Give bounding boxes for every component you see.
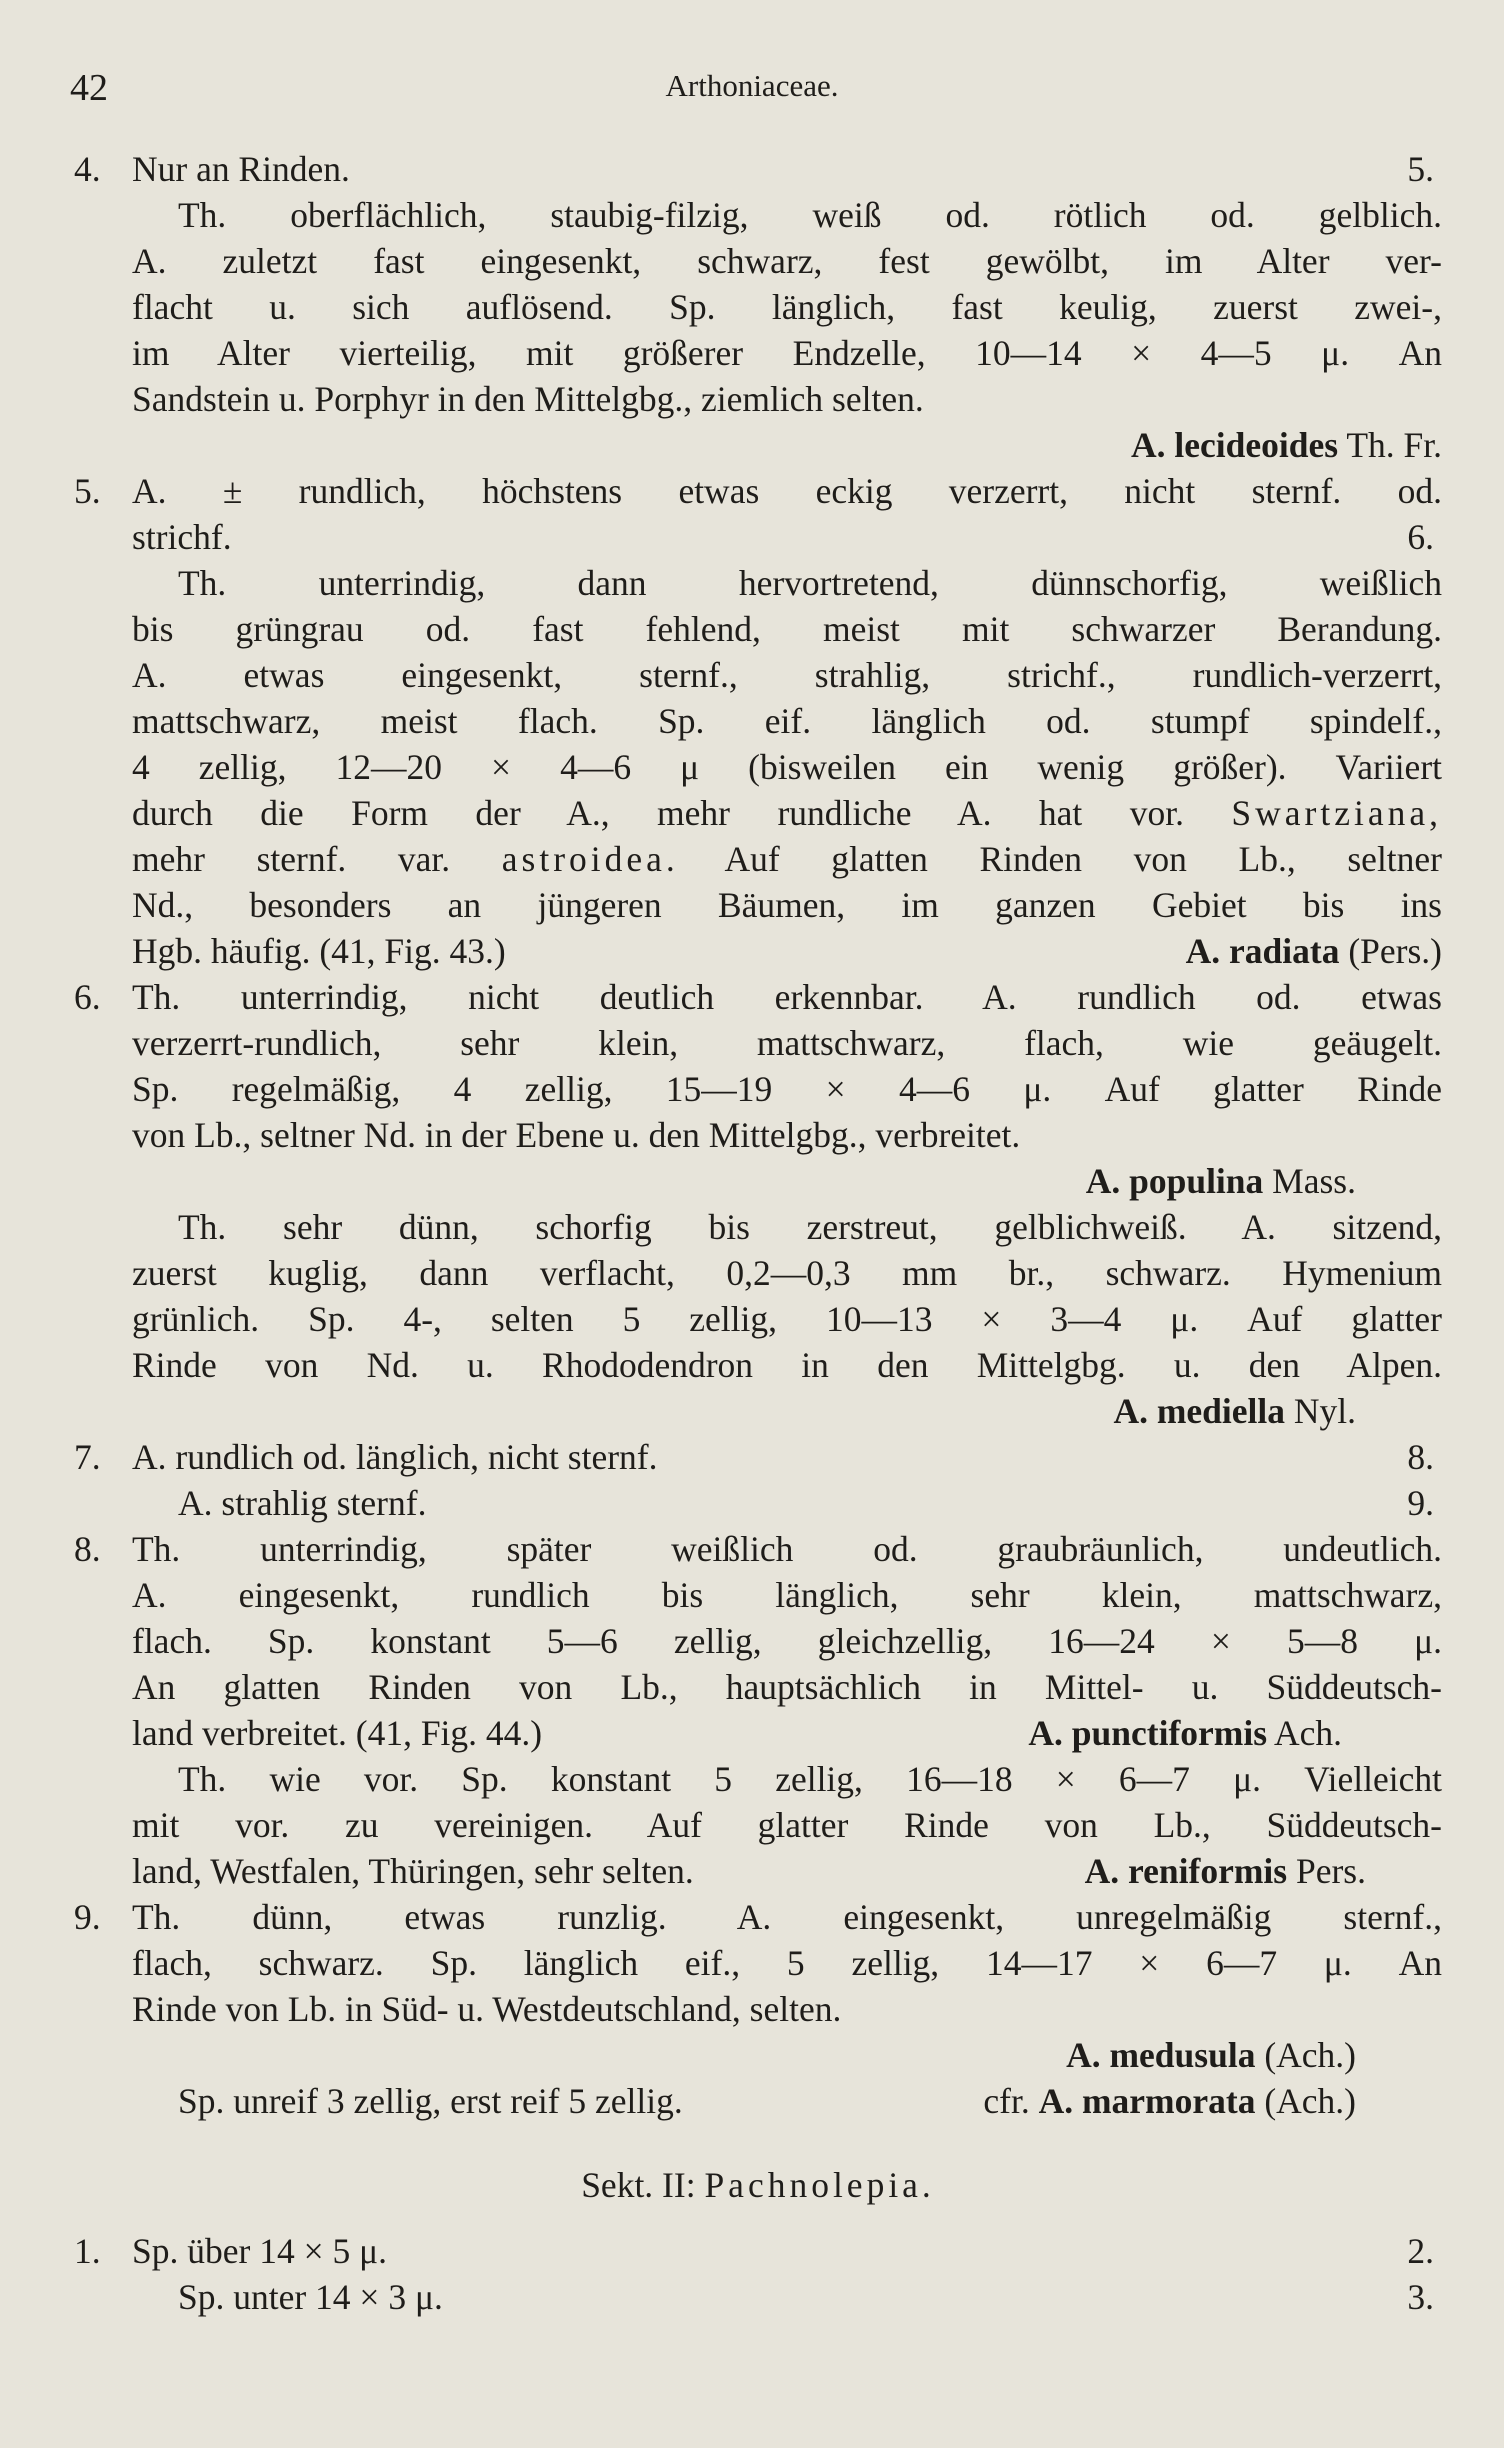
line-text: Th. unterrindig, nicht deutlich erkennbar. A. rundlich od. etwas [132,977,1442,1017]
couplet-number: 6. [74,977,101,1017]
line-text: strichf. [132,517,232,557]
lead-reference: 9. [1407,1483,1434,1523]
page-number: 42 [70,67,108,109]
line-text: Sp. unter 14 × 3 μ. [178,2277,443,2317]
taxon-name: A. radiata (Pers.) [1185,931,1442,971]
couplet-number: 4. [74,149,101,189]
couplet-number: 9. [74,1897,101,1937]
section-heading: Sekt. II: Pachnolepia. [581,2165,935,2205]
line-text: Th. unterrindig, dann hervortretend, dünnschorfig, weißlich [178,563,1442,603]
line-text: Nur an Rinden. [132,149,350,189]
lead-reference: 5. [1407,149,1434,189]
line-text: Sandstein u. Porphyr in den Mittelgbg., ziemlich selten. [132,379,924,419]
line-text: Th. wie vor. Sp. konstant 5 zellig, 16—18 × 6—7 μ. Vielleicht [178,1759,1442,1799]
line-text: mattschwarz, meist flach. Sp. eif. länglich od. stumpf spindelf., [132,701,1442,741]
line-text: flach, schwarz. Sp. länglich eif., 5 zellig, 14—17 × 6—7 μ. An [132,1943,1442,1983]
taxon-name: A. reniformis Pers. [1084,1851,1366,1891]
line-text: von Lb., seltner Nd. in der Ebene u. den Mittelgbg., verbreitet. [132,1115,1021,1155]
line-text: Th. dünn, etwas runzlig. A. eingesenkt, unregelmäßig sternf., [132,1897,1442,1937]
line-text: zuerst kuglig, dann verflacht, 0,2—0,3 mm br., schwarz. Hymenium [132,1253,1442,1293]
line-text: verzerrt-rundlich, sehr klein, mattschwarz, flach, wie geäugelt. [132,1023,1442,1063]
line-text: Sp. unreif 3 zellig, erst reif 5 zellig. [178,2081,683,2121]
line-text: grünlich. Sp. 4-, selten 5 zellig, 10—13 × 3—4 μ. Auf glatter [132,1299,1442,1339]
taxon-name: A. populina Mass. [1085,1161,1356,1201]
line-text: An glatten Rinden von Lb., hauptsächlich in Mittel- u. Süddeutsch- [132,1667,1442,1707]
line-text: A. rundlich od. länglich, nicht sternf. [132,1437,658,1477]
line-text: A. strahlig sternf. [178,1483,427,1523]
lead-reference: 2. [1407,2231,1434,2271]
lead-reference: 6. [1407,517,1434,557]
couplet-number: 7. [74,1437,101,1477]
line-text: Sp. regelmäßig, 4 zellig, 15—19 × 4—6 μ. Auf glatter Rinde [132,1069,1442,1109]
line-text: land verbreitet. (41, Fig. 44.) [132,1713,543,1753]
running-head: Arthoniaceae. [665,68,839,103]
taxon-name: A. punctiformis Ach. [1028,1713,1342,1753]
line-text: A. etwas eingesenkt, sternf., strahlig, strichf., rundlich-verzerrt, [132,655,1442,695]
line-text: A. zuletzt fast eingesenkt, schwarz, fest gewölbt, im Alter ver- [132,241,1442,281]
line-text: Nd., besonders an jüngeren Bäumen, im ganzen Gebiet bis ins [132,885,1442,925]
line-text: Rinde von Lb. in Süd- u. Westdeutschland, selten. [132,1989,842,2029]
line-text: A. ± rundlich, höchstens etwas eckig verzerrt, nicht sternf. od. [132,471,1442,511]
taxon-name: A. mediella Nyl. [1113,1391,1356,1431]
lead-reference: 3. [1407,2277,1434,2317]
taxon-name: A. medusula (Ach.) [1066,2035,1356,2075]
taxon-name: cfr. A. marmorata (Ach.) [983,2081,1356,2121]
line-text: Sp. über 14 × 5 μ. [132,2231,388,2271]
line-text: Th. oberflächlich, staubig-filzig, weiß od. rötlich od. gelblich. [178,195,1442,235]
line-text: A. eingesenkt, rundlich bis länglich, sehr klein, mattschwarz, [132,1575,1442,1615]
lead-reference: 8. [1407,1437,1434,1477]
line-text: Rinde von Nd. u. Rhododendron in den Mittelgbg. u. den Alpen. [132,1345,1442,1385]
couplet-number: 1. [74,2231,101,2271]
couplet-number: 5. [74,471,101,511]
line-text: Hgb. häufig. (41, Fig. 43.) [132,931,506,971]
line-text: Th. unterrindig, später weißlich od. graubräunlich, undeutlich. [132,1529,1442,1569]
line-text: flach. Sp. konstant 5—6 zellig, gleichzellig, 16—24 × 5—8 μ. [132,1621,1442,1661]
line-text: mit vor. zu vereinigen. Auf glatter Rinde von Lb., Süddeutsch- [132,1805,1442,1845]
line-text: Th. sehr dünn, schorfig bis zerstreut, gelblichweiß. A. sitzend, [178,1207,1442,1247]
line-text: flacht u. sich auflösend. Sp. länglich, fast keulig, zuerst zwei-, [132,287,1442,327]
line-text: land, Westfalen, Thüringen, sehr selten. [132,1851,694,1891]
key-line [74,146,1442,192]
line-text: mehr sternf. var. astroidea. Auf glatten Rinden von Lb., seltner [132,839,1442,879]
line-text: durch die Form der A., mehr rundliche A. hat vor. Swartziana, [132,793,1442,833]
couplet-number: 8. [74,1529,101,1569]
taxon-name: A. lecideoides Th. Fr. [1131,425,1442,465]
line-text: im Alter vierteilig, mit größerer Endzelle, 10—14 × 4—5 μ. An [132,333,1442,373]
line-text: bis grüngrau od. fast fehlend, meist mit schwarzer Berandung. [132,609,1442,649]
line-text: 4 zellig, 12—20 × 4—6 μ (bisweilen ein wenig größer). Variiert [132,747,1442,787]
